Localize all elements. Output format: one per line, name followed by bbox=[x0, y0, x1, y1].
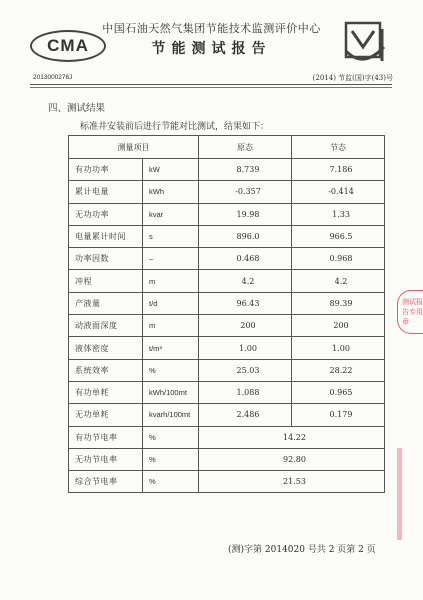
row-unit: kW bbox=[143, 159, 199, 181]
table-row bbox=[69, 381, 385, 403]
summary-unit: % bbox=[143, 426, 199, 448]
row-before-value: 1.00 bbox=[199, 337, 292, 359]
summary-row bbox=[69, 426, 385, 448]
row-item: 累计电量 bbox=[69, 181, 143, 203]
seam-stamp bbox=[397, 448, 402, 540]
row-item: 产液量 bbox=[69, 292, 143, 314]
official-stamp: 测试报告专用章 bbox=[397, 290, 423, 334]
row-item: 液体密度 bbox=[69, 337, 143, 359]
table-row bbox=[69, 225, 385, 247]
header-divider-thin bbox=[30, 87, 392, 88]
row-after-value: 89.39 bbox=[292, 292, 385, 314]
summary-unit: % bbox=[143, 448, 199, 470]
table-row bbox=[69, 159, 385, 181]
row-after-value: -0.414 bbox=[292, 181, 385, 203]
table-row bbox=[69, 181, 385, 203]
intro-text: 标准井安装前后进行节能对比测试，结果如下： bbox=[80, 122, 270, 132]
report-title: 节能测试报告 bbox=[151, 41, 272, 57]
row-item: 无功功率 bbox=[69, 203, 143, 225]
row-after-value: 0.179 bbox=[292, 404, 385, 426]
table-row bbox=[69, 248, 385, 270]
summary-value: 92.80 bbox=[199, 448, 385, 470]
summary-item: 有功节电率 bbox=[69, 426, 143, 448]
table-row bbox=[69, 292, 385, 314]
table-row bbox=[69, 404, 385, 426]
row-unit: kvar bbox=[143, 203, 199, 225]
row-unit: s bbox=[143, 225, 199, 247]
row-unit: kvarh/100mt bbox=[143, 404, 199, 426]
row-before-value: 4.2 bbox=[199, 270, 292, 292]
row-item: 冲程 bbox=[69, 270, 143, 292]
table-row bbox=[69, 270, 385, 292]
table-row bbox=[69, 203, 385, 225]
cma-logo: CMA bbox=[30, 30, 106, 62]
page-footer: (测)字第 2014020 号共 2 页第 2 页 bbox=[228, 545, 376, 555]
row-before-value: 25.03 bbox=[199, 359, 292, 381]
row-unit: m bbox=[143, 315, 199, 337]
row-item: 有功功率 bbox=[69, 159, 143, 181]
header-before: 原态 bbox=[199, 136, 292, 159]
test-results-table bbox=[68, 135, 385, 493]
row-unit: – bbox=[143, 248, 199, 270]
row-unit: % bbox=[143, 359, 199, 381]
summary-item: 综合节电率 bbox=[69, 471, 143, 493]
organization-name: 中国石油天然气集团节能技术监测评价中心 bbox=[102, 22, 321, 35]
row-after-value: 966.5 bbox=[292, 225, 385, 247]
row-unit: t/m³ bbox=[143, 337, 199, 359]
summary-unit: % bbox=[143, 471, 199, 493]
row-before-value: 0.468 bbox=[199, 248, 292, 270]
row-after-value: 4.2 bbox=[292, 270, 385, 292]
row-before-value: 96.43 bbox=[199, 292, 292, 314]
row-before-value: 2.486 bbox=[199, 404, 292, 426]
row-after-value: 28.22 bbox=[292, 359, 385, 381]
row-after-value: 200 bbox=[292, 315, 385, 337]
row-before-value: 19.98 bbox=[199, 203, 292, 225]
row-unit: m bbox=[143, 270, 199, 292]
section-title: 四、测试结果 bbox=[48, 103, 106, 114]
table-row bbox=[69, 337, 385, 359]
row-unit: kWh bbox=[143, 181, 199, 203]
row-before-value: -0.357 bbox=[199, 181, 292, 203]
table-row bbox=[69, 359, 385, 381]
row-after-value: 0.968 bbox=[292, 248, 385, 270]
header-item: 测量项目 bbox=[69, 136, 199, 159]
row-after-value: 0.965 bbox=[292, 381, 385, 403]
row-before-value: 1.088 bbox=[199, 381, 292, 403]
header-divider bbox=[30, 84, 392, 85]
row-before-value: 896.0 bbox=[199, 225, 292, 247]
row-unit: t/d bbox=[143, 292, 199, 314]
row-item: 系统效率 bbox=[69, 359, 143, 381]
summary-row bbox=[69, 448, 385, 470]
report-number: (2014) 节监(国)字(43)号 bbox=[312, 74, 393, 82]
row-item: 电量累计时间 bbox=[69, 225, 143, 247]
row-after-value: 1.33 bbox=[292, 203, 385, 225]
row-item: 功率因数 bbox=[69, 248, 143, 270]
row-unit: kWh/100mt bbox=[143, 381, 199, 403]
header-after: 节态 bbox=[292, 136, 385, 159]
row-item: 动液面深度 bbox=[69, 315, 143, 337]
row-item: 无功单耗 bbox=[69, 404, 143, 426]
row-after-value: 7.186 bbox=[292, 159, 385, 181]
summary-row bbox=[69, 471, 385, 493]
row-before-value: 200 bbox=[199, 315, 292, 337]
summary-value: 14.22 bbox=[199, 426, 385, 448]
table-header-row bbox=[69, 136, 385, 159]
row-before-value: 8.739 bbox=[199, 159, 292, 181]
row-item: 有功单耗 bbox=[69, 381, 143, 403]
summary-item: 无功节电率 bbox=[69, 448, 143, 470]
summary-value: 21.53 bbox=[199, 471, 385, 493]
row-after-value: 1.00 bbox=[292, 337, 385, 359]
certification-number: 2013000276J bbox=[33, 74, 73, 81]
table-row bbox=[69, 315, 385, 337]
